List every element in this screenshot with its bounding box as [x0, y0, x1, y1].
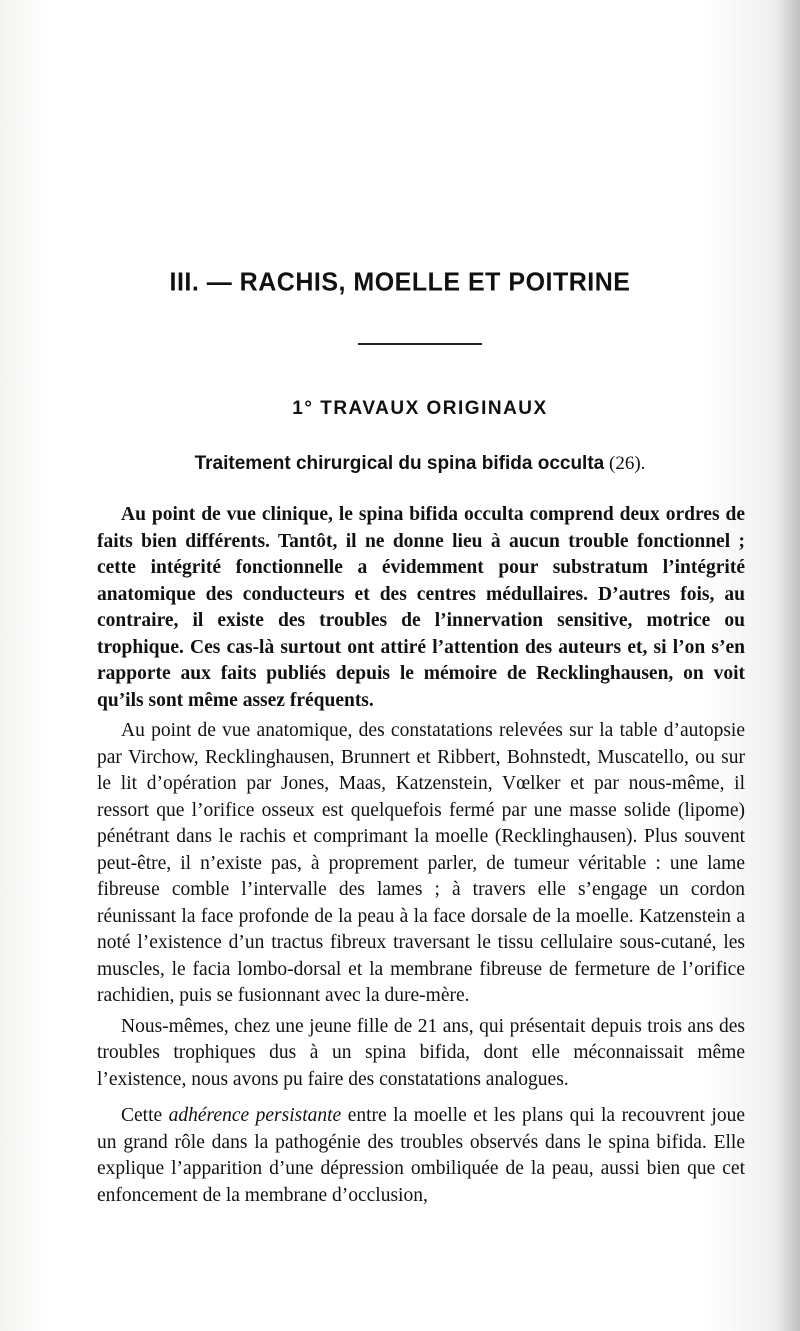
paragraph-4-emphasis: adhérence persistante: [168, 1105, 342, 1126]
subsection-title: 1° TRAVAUX ORIGINAUX: [292, 398, 548, 419]
section-divider: [358, 343, 482, 345]
article-title: [0, 453, 800, 475]
article-title-text: Traitement chirurgical du spina bifida occulta: [194, 453, 605, 474]
article-body: [97, 502, 745, 1209]
paragraph-3: Nous-mêmes, chez une jeune fille de 21 ans, qui présentait depuis trois ans des troubles trophiques dus à un spina bifida, dont elle méconnaissait même l’existence, nous avons pu faire des constatations analogues.: [97, 1015, 745, 1090]
article-title-ref: (26).: [604, 453, 646, 474]
paragraph-4-lead: Cette: [121, 1105, 169, 1126]
section-title: III. — RACHIS, MOELLE ET POITRINE: [169, 267, 631, 297]
paragraph-4-rest: entre la moelle et les plans qui la recouvrent joue un grand rôle dans la pathogénie des troubles observés dans le spina bifida. Elle explique l’apparition d’une dépression ombiliquée de la peau, aussi bien que cet enfoncement de la membrane d’occlusion,: [97, 1105, 745, 1206]
paragraph-2: Au point de vue anatomique, des constatations relevées sur la table d’autopsie par Virchow, Recklinghausen, Brunnert et Ribbert, Bohnstedt, Muscatello, ou sur le lit d’opération par Jones, Maas, Katzenstein, Vœlker et par nous-même, il ressort que l’orifice osseux est quelquefois fermé par une masse solide (lipome) pénétrant dans le rachis et comprimant la moelle (Recklinghausen). Plus souvent peut-être, il n’existe pas, à proprement parler, de tumeur véritable : une lame fibreuse comble l’intervalle des lames ; à travers elle s’engage un cordon réunissant la face profonde de la peau à la face dorsale de la moelle. Katzenstein a noté l’existence d’un tractus fibreux traversant le tissu cellulaire sous-cutané, les muscles, le facia lombo-dorsal et la membrane fibreuse de fermeture de l’orifice rachidien, puis se fusionnant avec la dure-mère.: [97, 720, 745, 1006]
paragraph-4: [97, 1103, 745, 1209]
page-edge-shadow: [778, 0, 800, 1331]
paragraph-1: Au point de vue clinique, le spina bifida occulta comprend deux ordres de faits bien différents. Tantôt, il ne donne lieu à aucun trouble fonctionnel ; cette intégrité fonctionnelle a évidemment pour substratum l’intégrité anatomique des conducteurs et des centres médullaires. D’autres fois, au contraire, il existe des troubles de l’innervation sensitive, motrice ou trophique. Ces cas-là surtout ont attiré l’attention des auteurs et, si l’on s’en rapporte aux faits publiés depuis le mémoire de Recklinghausen, on voit qu’ils sont même assez fréquents.: [97, 504, 745, 711]
